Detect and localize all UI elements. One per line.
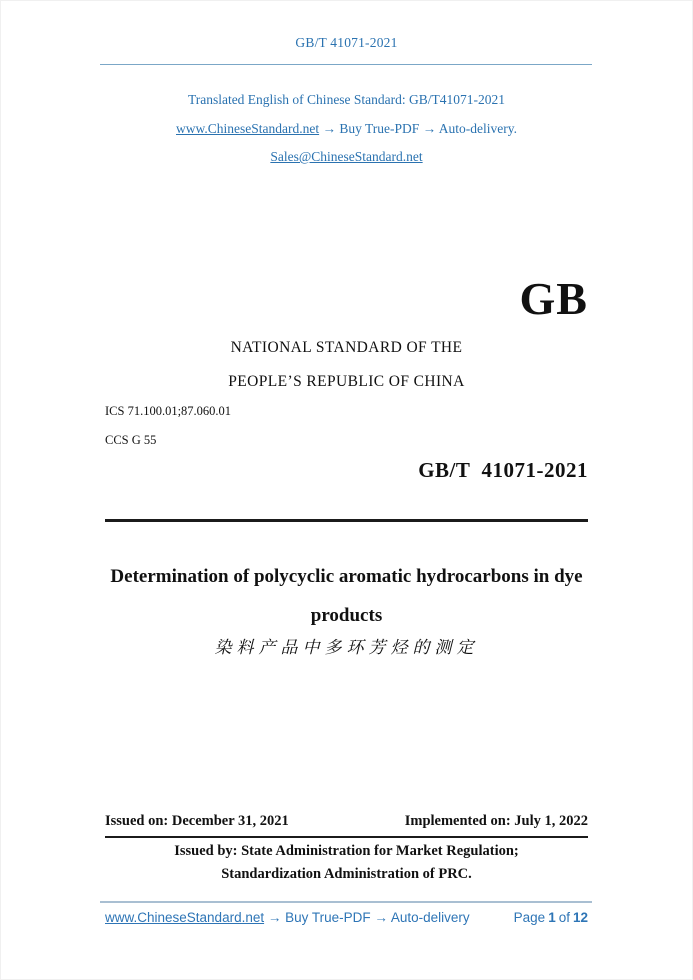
footer-link-line-rest: → Buy True-PDF → Auto-delivery [264, 910, 470, 925]
implemented-on-date: Implemented on: July 1, 2022 [404, 813, 588, 829]
header-sales-email-line [105, 149, 588, 165]
header-doc-number: GB/T 41071-2021 [295, 35, 398, 50]
issued-on-date: Issued on: December 31, 2021 [105, 813, 289, 829]
issuance-divider [105, 836, 588, 838]
page-label: Page [513, 910, 546, 925]
page-of-label: of [558, 910, 570, 925]
footer-website-link[interactable]: www.ChineseStandard.net [105, 910, 265, 925]
title-chinese: 染料产品中多环芳烃的测定 [214, 638, 479, 657]
gb-logo: GB [519, 273, 588, 324]
footer-row [105, 910, 588, 925]
header-translated-line: Translated English of Chinese Standard: GB/T41071-2021 [187, 92, 506, 107]
issued-by-line2: Standardization Administration of PRC. [221, 866, 472, 882]
national-standard-line1: NATIONAL STANDARD OF THE [230, 339, 463, 356]
title-divider [105, 519, 588, 522]
issuance-dates-row [105, 813, 588, 830]
national-standard-line2: PEOPLE’S REPUBLIC OF CHINA [228, 373, 465, 390]
title-english-line1: Determination of polycyclic aromatic hydrocarbons in dye [110, 566, 583, 587]
ics-code: ICS 71.100.01;87.060.01 [105, 404, 232, 418]
page-current: 1 [548, 910, 556, 925]
standard-number: GB/T 41071-2021 [418, 458, 588, 482]
sales-email-link[interactable]: Sales@ChineseStandard.net [270, 149, 423, 164]
header-divider [100, 64, 592, 65]
issued-by-line1: Issued by: State Administration for Market Regulation; [174, 843, 519, 859]
header-website-link[interactable]: www.ChineseStandard.net [176, 121, 320, 136]
page-indicator [514, 910, 588, 925]
header-buy-line [105, 121, 588, 137]
title-english-line2: products [310, 605, 383, 626]
header-buy-line-rest: → Buy True-PDF → Auto-delivery. [319, 121, 517, 136]
page-total: 12 [572, 910, 588, 925]
footer-divider [100, 901, 592, 903]
footer-link-line [105, 910, 470, 925]
ccs-code: CCS G 55 [105, 433, 157, 447]
